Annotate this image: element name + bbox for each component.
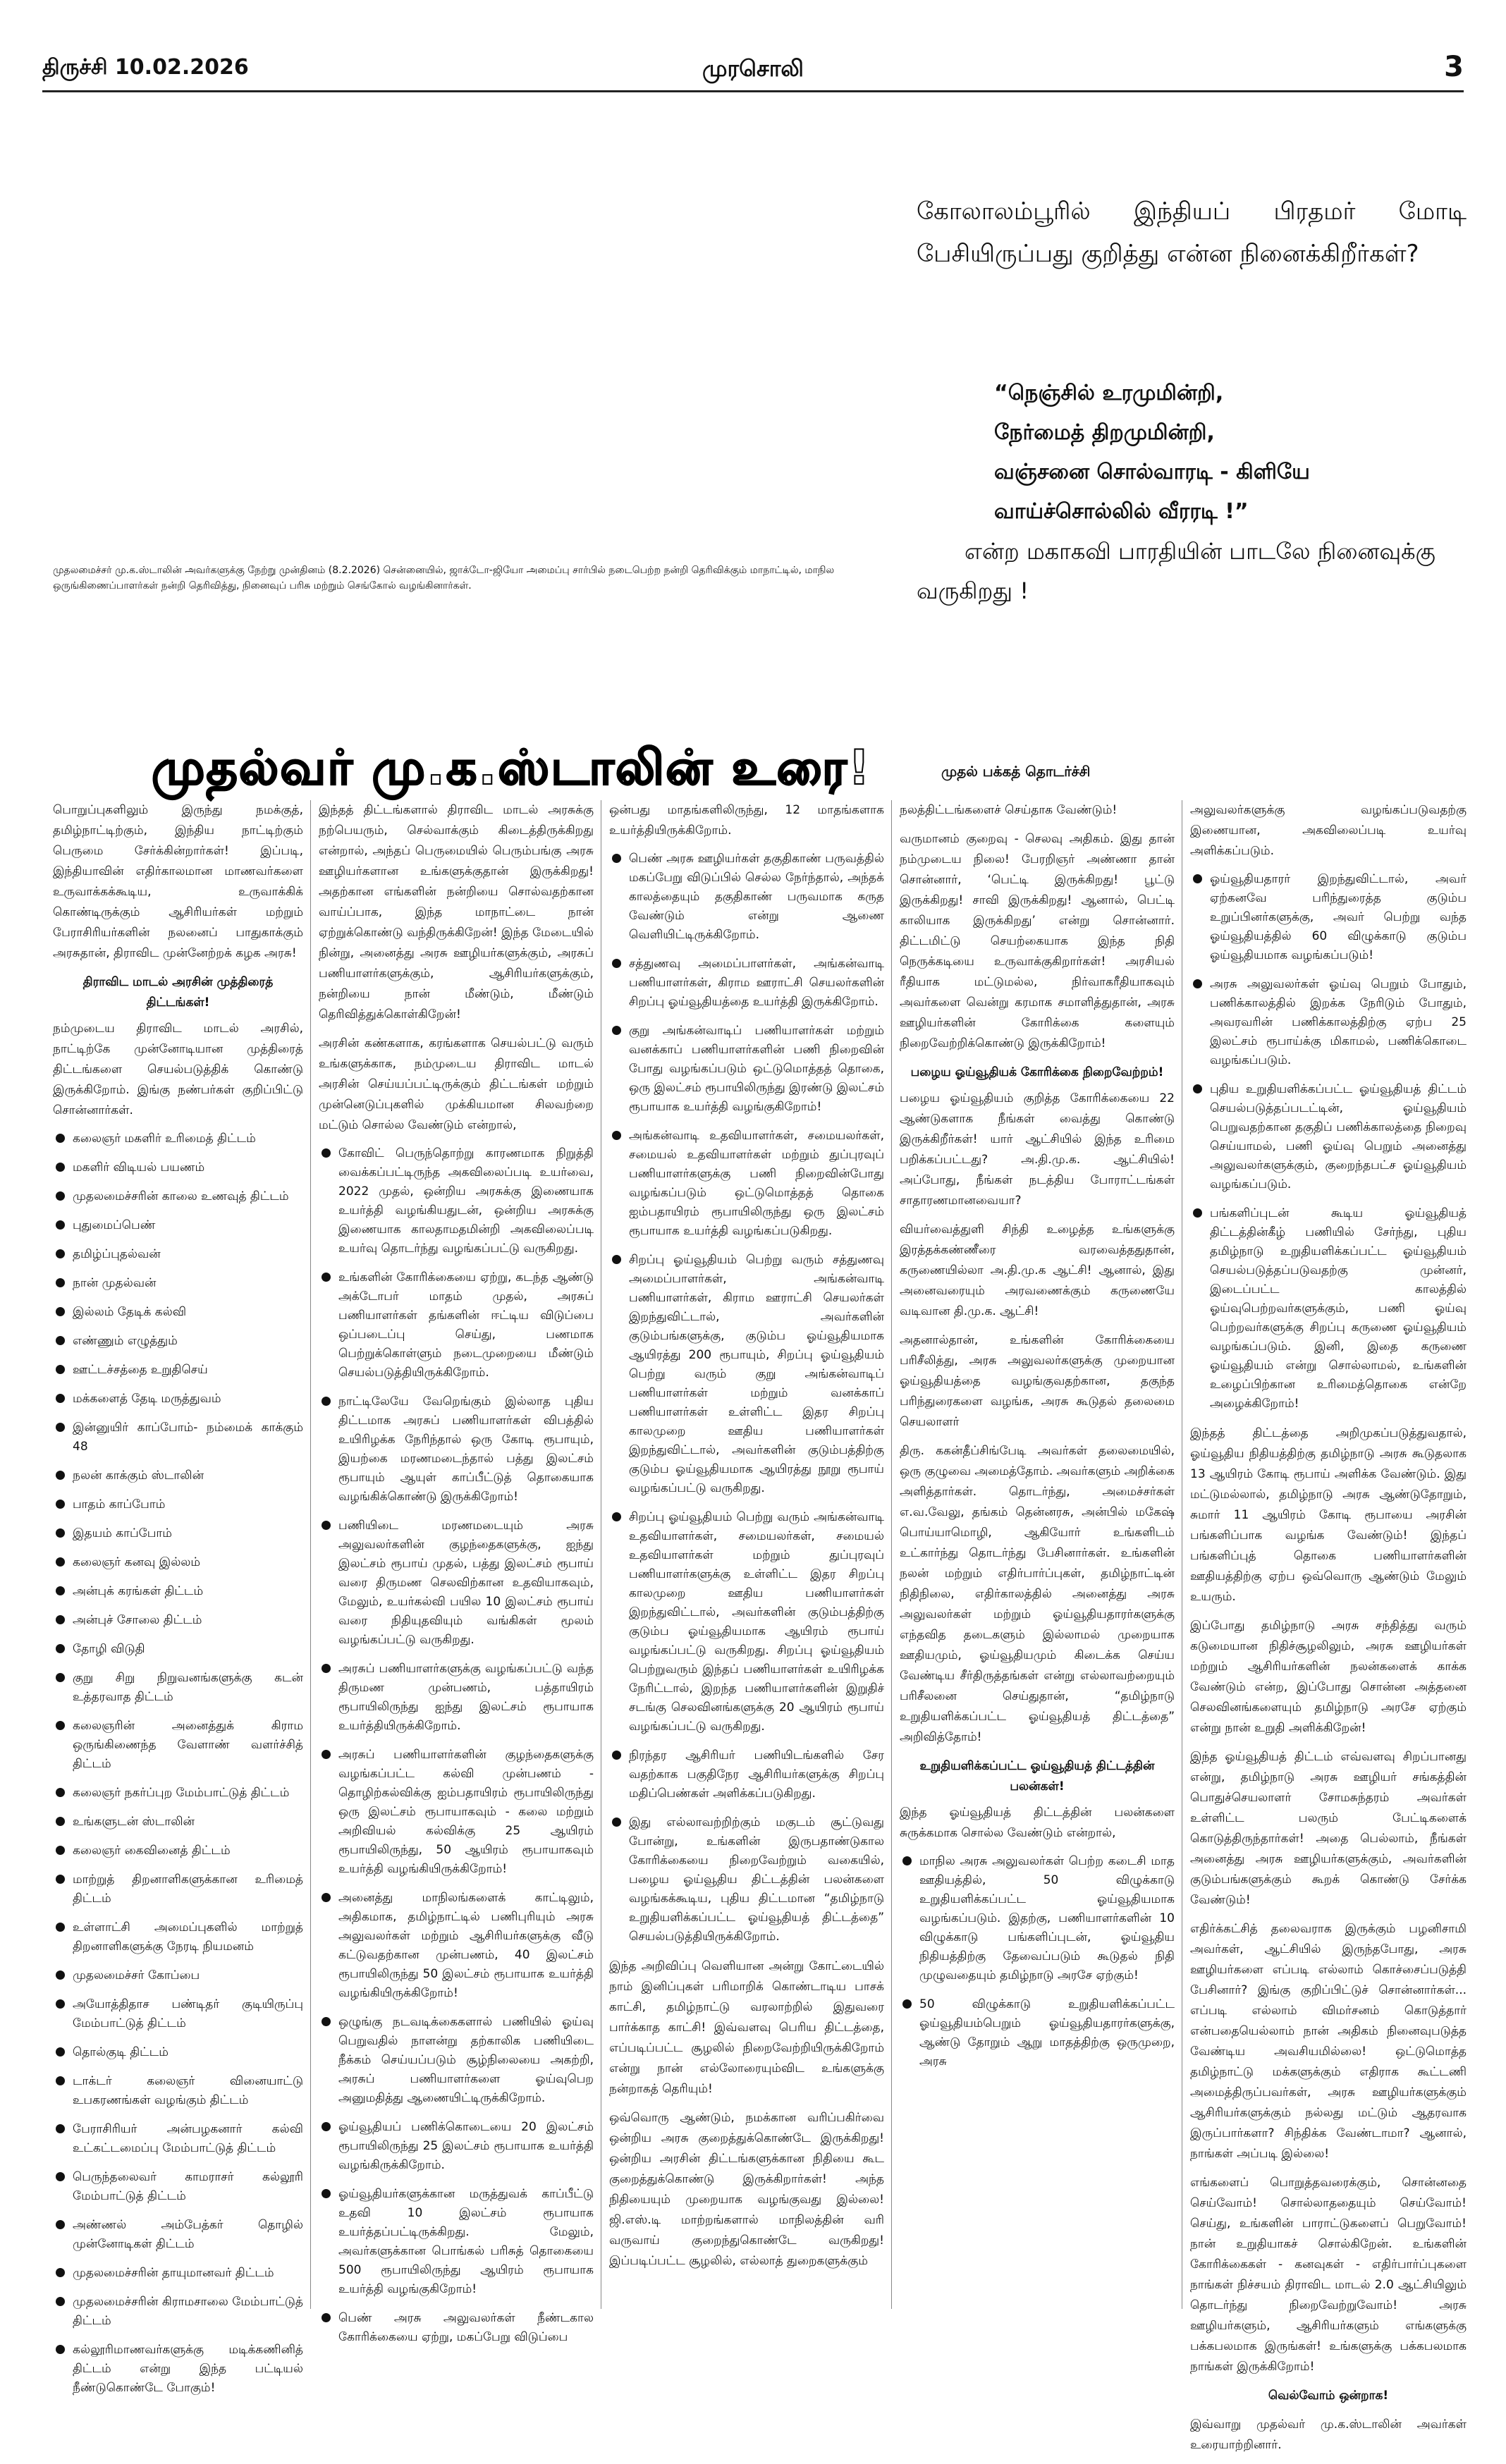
scheme-list-item: பெருந்தலைவர் காமராசர் கல்லூரி மேம்பாட்டுத் திட்டம் <box>53 2168 303 2206</box>
list-item: ஓய்வூதியதாரர் இறந்துவிட்டால், அவர் ஏற்கனவே பரிந்துரைத்த குடும்ப உறுப்பினர்களுக்கு, அவர் பெற்று வந்த ஓய்வூதியத்தில் 60 விழுக்காடு குடும்ப ஓய்வூதியமாக வழங்கப்படும்! <box>1190 870 1467 965</box>
scheme-list-item: மக்களைத் தேடி மருத்துவம் <box>53 1390 303 1409</box>
paragraph: அரசின் கண்களாக, கரங்களாக செயல்பட்டு வரும் உங்களுக்காக, நம்முடைய திராவிட மாடல் அரசின் செய்யப்பட்டிருக்கும் திட்டங்கள் மற்றும் முன்னெடுப்புகளில் முக்கியமான சிலவற்றை மட்டும் சொல்ல வேண்டும் என்றால், <box>319 1036 594 1132</box>
list-item: அரசுப் பணியாளர்களின் குழந்தைகளுக்கு வழங்கப்பட்ட கல்வி முன்பணம் - தொழிற்கல்விக்கு ஐம்பதாயிரம் ரூபாயிலிருந்து ஒரு இலட்சம் ரூபாயாகவும் - கலை மற்றும் அறிவியல் கல்விக்கு 25 ஆயிரம் ரூபாயிலிருந்து, 50 ஆயிரம் ரூபாயாகவும் உயர்த்தி வழங்கியிருக்கிறோம்! <box>319 1746 594 1879</box>
bullet-icon <box>1193 1208 1202 1218</box>
bullet-icon <box>56 1673 65 1682</box>
quote-line-6: வருகிறது ! <box>917 577 1029 604</box>
list-item: ஓய்வூதியர்களுக்கான மருத்துவக் காப்பீட்டு உதவி 10 இலட்சம் ரூபாயாக உயர்த்தப்பட்டிருக்கிறது. மேலும், அவர்களுக்கான பொங்கல் பரிசுத் தொகையை 500 ரூபாயிலிருந்து ஆயிரம் ரூபாயாக உயர்த்தி வழங்குகிறோம்! <box>319 2185 594 2299</box>
page-number: 3 <box>1444 51 1464 83</box>
bullet-icon <box>56 1923 65 1932</box>
scheme-list-item: மாற்றுத் திறனாளிகளுக்கான உரிமைத் திட்டம் <box>53 1870 303 1908</box>
scheme-list-item: கல்லூரிமாணவர்களுக்கு மடிக்கணினித் திட்டம் என்று இந்த பட்டியல் நீண்டுகொண்டே போகும்! <box>53 2341 303 2398</box>
bullet-icon <box>56 1365 65 1374</box>
list-item: நாட்டிலேயே வேறெங்கும் இல்லாத புதிய திட்டமாக அரசுப் பணியாளர்கள் விபத்தில் உயிரிழக்க நேரிந்தால் ஒரு கோடி ரூபாயும், இயற்கை மரணமடைந்தால் பத்து இலட்சம் ரூபாயும் ஆயுள் காப்பீட்டுத் தொகையாக வழங்கிக்கொண்டு இருக்கிறோம்! <box>319 1392 594 1507</box>
bullet-icon <box>322 1148 331 1158</box>
list-item: 50 விழுக்காடு உறுதியளிக்கப்பட்ட ஓய்வூதியம்பெறும் ஓய்வூதியதாரர்களுக்கு, ஆண்டு தோறும் ஆறு மாதத்திற்கு ஒருமுறை, அரசு <box>900 1995 1175 2071</box>
bullet-icon <box>56 2076 65 2085</box>
list-item: உங்களின் கோரிக்கையை ஏற்று, கடந்த ஆண்டு அக்டோபர் மாதம் முதல், அரசுப் பணியாளர்கள் தங்களின் ஈட்டிய விடுப்பை ஒப்படைப்பு செய்து, பணமாக பெற்றுக்கொள்ளும் நடைமுறையை மீண்டும் செயல்படுத்தியிருக்கிறோம். <box>319 1268 594 1383</box>
bullet-icon <box>56 1423 65 1432</box>
column-1 <box>53 800 303 2408</box>
question-text: கோலாலம்பூரில் இந்தியப் பிரதமர் மோடி பேசியிருப்பது குறித்து என்ன நினைக்கிறீர்கள்? <box>917 197 1467 268</box>
paragraph: பொறுப்புகளிலும் இருந்து நமக்குத், தமிழ்நாட்டிற்கும், இந்திய நாட்டிற்கும் பெருமை சேர்க்கின்றார்கள்! இப்படி, இந்தியாவின் எதிர்காலமான மாணவர்களை உருவாக்கக்கூடிய, உருவாக்கிக் கொண்டிருக்கும் ஆசிரியர்கள் மற்றும் பேராசிரியர்களின் நலனைப் பாதுகாக்கும் அரசுதான், திராவிட முன்னேற்றக் கழக அரசு! <box>53 803 303 960</box>
paragraph: இந்த அறிவிப்பு வெளியான அன்று கோட்டையில் நாம் இனிப்புகள் பரிமாறிக் கொண்டாடிய பாசக் காட்சி, தமிழ்நாட்டு வரலாற்றில் இதுவரை பார்க்காத காட்சி! இவ்வளவு பெரிய திட்டத்தை, எப்படிப்பட்ட சூழலில் நிறைவேற்றியிருக்கிறோம் என்று நான் எல்லோரையும்விட உங்களுக்கு நன்றாகத் தெரியும்! <box>609 1959 884 2096</box>
bullet-icon <box>56 1249 65 1258</box>
list-item: பெண் அரசு அலுவலர்கள் நீண்டகால கோரிக்கையை ஏற்று, மகப்பேறு விடுப்பை <box>319 2309 594 2347</box>
scheme-list-item: கலைஞர் கனவு இல்லம் <box>53 1553 303 1572</box>
paragraph: வியர்வைத்துளி சிந்தி உழைத்த உங்களுக்கு இரத்தக்கண்ணீரை வரவைத்ததுதான், கருணையில்லா அ.தி.மு.க ஆட்சி! ஆனால், இது அனைவரையும் அரவணைக்கும் கருணையே வடிவான தி.மு.க. ஆட்சி! <box>900 1222 1175 1318</box>
list-item: அரசு அலுவலர்கள் ஓய்வு பெறும் போதும், பணிக்காலத்தில் இறக்க நேரிடும் போதும், அவரவரின் பணிக்காலத்திற்கு ஏற்ப 25 இலட்சம் ரூபாய்க்கு மிகாமல், பணிக்கொடை வழங்கப்படும். <box>1190 975 1467 1070</box>
bullet-icon <box>612 1818 621 1827</box>
bullet-icon <box>322 1893 331 1902</box>
bullet-icon <box>902 1999 912 2009</box>
scheme-list-item: இன்னுயிர் காப்போம்- நம்மைக் காக்கும் 48 <box>53 1418 303 1457</box>
bharathi-quote <box>917 374 1467 611</box>
bullet-icon <box>322 1521 331 1530</box>
list-item: புதிய உறுதியளிக்கப்பட்ட ஓய்வூதியத் திட்டம் செயல்படுத்தப்படட்டின், ஓய்வூதியம் பெறுவதற்கான தகுதிப் பணிக்காலத்தை நிறைவு செய்யாமல், பணி ஓய்வு பெறும் அனைத்து அலுவலர்களுக்கும், குறைந்தபட்ச ஓய்வூதியம் வழங்கப்படும். <box>1190 1080 1467 1194</box>
list-item: கோவிட் பெருந்தொற்று காரணமாக நிறுத்தி வைக்கப்பட்டிருந்த அகவிலைப்படி உயர்வை, 2022 முதல், ஒன்றிய அரசுக்கு இணையாக உயர்த்தி வழங்கியதுடன், ஒன்றிய அரசுக்கு இணையாக காலதாமதமின்றி அகவிலைப்படி உயர்வு தொடர்ந்து வழங்கப்பட்டு வருகிறது. <box>319 1144 594 1258</box>
signoff: இவ்வாறு முதல்வர் மு.க.ஸ்டாலின் அவர்கள் உரையாற்றினார். <box>1190 2417 1467 2452</box>
scheme-list-item: மகளிர் விடியல் பயணம் <box>53 1158 303 1177</box>
bullet-icon <box>612 1512 621 1521</box>
bullet-icon <box>56 1788 65 1797</box>
paragraph: இந்த ஓய்வூதியத் திட்டம் எவ்வளவு சிறப்பானது என்று, தமிழ்நாடு அரசு ஊழியர் சங்கத்தின் பொதுச்செயலாளர் சோமசுந்தரம் அவர்கள் உள்ளிட்ட பலரும் பேட்டிகளைக் கொடுத்திருந்தார்கள்! அதை பெல்லாம், நீங்கள் அனைத்து அரசு ஊழியர்களுக்கும், அவர்களின் குடும்பங்களுக்கும் கூறக் கொண்டு சேர்க்க வேண்டும்! <box>1190 1750 1467 1907</box>
paragraph: ஒன்பது மாதங்களிலிருந்து, 12 மாதங்களாக உயர்த்தியிருக்கிறோம். <box>609 803 884 838</box>
list-item: சிறப்பு ஓய்வூதியம் பெற்று வரும் அங்கன்வாடி உதவியாளர்கள், சமையலர்கள், சமையல் உதவியாளர்கள் மற்றும் துப்புரவுப் பணியாளர்களுக்கு உள்ளிட்ட இதர சிறப்பு காலமுறை ஊதிய பணியாளர்கள் இறந்துவிட்டால், அவர்களின் குடும்பத்திற்கு குடும்ப ஓய்வூதியமாக ஆயிரம் ரூபாய் வழங்கப்பட்டு வருகிறது. சிறப்பு ஓய்வூதியம் பெற்றுவரும் இந்தப் பணியாளர்கள் உயிரிழக்க நேரிட்டால், இறந்த பணியாளர்களின் இறுதிச் சடங்கு செலவினங்களுக்கு 20 ஆயிரம் ரூபாய் வழங்கப்பட்டு வருகிறது. <box>609 1508 884 1736</box>
photo-caption: முதலமைச்சர் மு.க.ஸ்டாலின் அவர்களுக்கு நேற்று முன்தினம் (8.2.2026) சென்னையில், ஜாக்டோ-ஜியோ அமைப்பு சார்பில் நடைபெற்ற நன்றி தெரிவிக்கும் மாநாட்டில், மாநில ஒருங்கிணைப்பாளர்கள் நன்றி தெரிவித்து, நினைவுப் பரிசு மற்றும் செங்கோல் வழங்கினார்கள். <box>53 565 835 592</box>
list-item: சிறப்பு ஓய்வூதியம் பெற்று வரும் சத்துணவு அமைப்பாளர்கள், அங்கன்வாடி பணியாளர்கள், கிராம ஊராட்சி செயலர்கள் இறந்துவிட்டால், அவர்களின் குடும்பங்களுக்கு, குடும்ப ஓய்வூதியமாக ஆயிரத்து 200 ரூபாயும், சிறப்பு ஓய்வூதியம் பெற்று வரும் குறு அங்கன்வாடிப் பணியாளர்கள் மற்றும் வனக்காப் பணியாளர்கள் உள்ளிட்ட இதர சிறப்பு காலமுறை ஊதிய பணியாளர்கள் இறந்துவிட்டால், அவர்களின் குடும்பத்திற்கு குடும்ப ஓய்வூதியமாக ஆயிரத்து நூறு ரூபாய் வழங்கப்பட்டு வருகிறது. <box>609 1251 884 1498</box>
bullet-icon <box>56 2297 65 2306</box>
scheme-list-item: எண்ணும் எழுத்தும் <box>53 1332 303 1351</box>
list-item: அங்கன்வாடி உதவியாளர்கள், சமையலர்கள், சமையல் உதவியாளர்கள் மற்றும் துப்புரவுப் பணியாளர்களுக்கு பணி நிறைவின்போது வழங்கப்படும் ஒட்டுமொத்தத் தொகை ஐம்பதாயிரம் ரூபாயிலிருந்து ஒரு இலட்சம் ரூபாயாக உயர்த்தி வழங்கப்படுகிறது. <box>609 1127 884 1241</box>
bullet-icon <box>56 2172 65 2181</box>
scheme-list-item: குறு சிறு நிறுவனங்களுக்கு கடன் உத்தரவாத திட்டம் <box>53 1669 303 1707</box>
scheme-list-item: முதலமைச்சர் கோப்பை <box>53 1966 303 1985</box>
bullet-icon <box>322 2189 331 2198</box>
list-item: பங்களிப்புடன் கூடிய ஓய்வூதியத் திட்டத்தின்கீழ் பணியில் சேர்ந்து, புதிய தமிழ்நாடு உறுதியளிக்கப்பட்ட ஓய்வூதியம் செயல்படுத்தப்படுவதற்கு முன்னர், இடைப்பட்ட காலத்தில் ஓய்வுபெற்றவர்களுக்கும், பணி ஓய்வு பெற்றவர்களுக்கு சிறப்பு கருணை ஓய்வூதியம் வழங்கப்படும். இனி, இதை கருணை ஓய்வூதியம் என்று சொல்லாமல், உங்களின் உழைப்பிற்கான உரிமைத்தொகை என்றே அழைக்கிறோம்! <box>1190 1204 1467 1414</box>
date-line: திருச்சி 10.02.2026 <box>42 55 249 80</box>
column-3 <box>609 800 884 2280</box>
bullet-icon <box>1193 874 1202 883</box>
paragraph: வருமானம் குறைவு - செலவு அதிகம். இது தான் நம்முடைய நிலை! பேரறிஞர் அண்ணா தான் சொன்னார், ‘பெட்டி இருக்கிறது! பூட்டு இருக்கிறது! சாவி இருக்கிறது! ஆனால், பெட்டி காலியாக இருக்கிறது’ என்று சொன்னார். திட்டமிட்டு செயற்கையாக இந்த நிதி நெருக்கடியை உருவாக்குகிறார்கள்! அரசியல் ரீதியாக மட்டுமல்ல, நிர்வாகரீதியாகவும் அவர்களை வென்று கரமாக சமாளித்துதான், அரசு ஊழியர்களின் கோரிக்கை களையும் நிறைவேற்றிக்கொண்டு இருக்கிறோம்! <box>900 832 1175 1050</box>
bullet-icon <box>56 1394 65 1403</box>
bullet-icon <box>56 2345 65 2354</box>
paragraph: திரு. ககன்தீப்சிங்பேடி அவர்கள் தலைமையில், ஒரு குழுவை அமைத்தோம். அவர்களும் அறிக்கை அளித்தார்கள். தொடர்ந்து, அமைச்சர்கள் எ.வ.வேலு, தங்கம் தென்னரசு, அன்பில் மகேஷ் பொய்யாமொழி, ஆகியோர் உங்களிடம் உட்கார்ந்து தொடர்ந்து பேசினார்கள். உங்களின் நலன் மற்றும் எதிர்பார்ப்புகள், தமிழ்நாட்டின் நிதிநிலை, எதிர்காலத்தில் அனைத்து அரசு அலுவலர்கள் மற்றும் ஓய்வூதியதாரர்களுக்கு எந்தவித தடைகளும் இல்லாமல் முறையாக ஊதியமும், ஓய்வூதியமும் கிடைக்க செய்ய வேண்டிய சீர்திருத்தங்கள் என்று எல்லாவற்றையும் பரிசீலனை செய்துதான், “தமிழ்நாடு உறுதியளிக்கப்பட்ட ஓய்வூதியத் திட்டத்தை” அறிவித்தோம்! <box>900 1444 1175 1744</box>
paragraph: எங்களைப் பொறுத்தவரைக்கும், சொன்னதை செய்வோம்! சொல்லாததையும் செய்வோம்! செய்து, உங்களின் பாராட்டுகளைப் பெறுவோம்! நான் உறுதியாகச் சொல்கிறேன். உங்களின் கோரிக்கைகள் - கனவுகள் - எதிர்பார்ப்புகளை நாங்கள் நிச்சயம் திராவிட மாடல் 2.0 ஆட்சியிலும் தொடர்ந்து நிறைவேற்றுவோம்! அரசு ஊழியர்களும், ஆசிரியர்களும் எங்களுக்கு பக்கபலமாக இருங்கள்! உங்களுக்கு பக்கபலமாக நாங்கள் இருக்கிறோம்! <box>1190 2176 1467 2374</box>
bullet-icon <box>322 1397 331 1406</box>
bullet-icon <box>322 1664 331 1673</box>
scheme-list-item: நான் முதல்வன் <box>53 1274 303 1293</box>
column-divider <box>310 800 311 2309</box>
list-item: சத்துணவு அமைப்பாளர்கள், அங்கன்வாடி பணியாளர்கள், கிராம ஊராட்சி செயலர்களின் சிறப்பு ஓய்வூதியத்தை உயர்த்தி இருக்கிறோம். <box>609 955 884 1012</box>
scheme-list-item: கலைஞர் மகளிர் உரிமைத் திட்டம் <box>53 1129 303 1148</box>
bullet-icon <box>612 1131 621 1140</box>
bullet-icon <box>1193 1084 1202 1093</box>
bullet-icon <box>56 1875 65 1884</box>
bullet-icon <box>56 2268 65 2277</box>
paragraph: இந்தத் திட்டங்களால் திராவிட மாடல் அரசுக்கு நற்பெயரும், செல்வாக்கும் கிடைத்திருக்கிறது என்றால், அந்தப் பெருமையில் பெரும்பங்கு அரசு ஊழியர்களான உங்களுக்குதான் இருக்கிறது! அதற்கான எங்களின் நன்றியை சொல்வதற்கான வாய்ப்பாக, இந்த மாநாட்டை நான் ஏற்றுக்கொண்டு வந்திருக்கிறேன்! இந்த மேடையில் நின்று, அனைத்து அரசு ஊழியர்களுக்கும், அரசுப் பணியாளர்களுக்கும், ஆசிரியர்களுக்கும், நன்றியை நான் மீண்டும், மீண்டும் தெரிவித்துக்கொள்கிறேன்! <box>319 803 594 1022</box>
bullet-icon <box>612 959 621 968</box>
paragraph: நலத்திட்டங்களைச் செய்தாக வேண்டும்! <box>900 803 1118 817</box>
scheme-list-item: உள்ளாட்சி அமைப்புகளில் மாற்றுத் திறனாளிகளுக்கு நேரடி நியமனம் <box>53 1918 303 1956</box>
paragraph: இந்த ஓய்வூதியத் திட்டத்தின் பலன்களை சுருக்கமாக சொல்ல வேண்டும் என்றால், <box>900 1806 1175 1840</box>
page-header <box>42 51 1464 83</box>
scheme-list-item: முதலமைச்சரின் காலை உணவுத் திட்டம் <box>53 1187 303 1206</box>
bullet-icon <box>56 2047 65 2057</box>
paragraph: பழைய ஓய்வூதியம் குறித்த கோரிக்கையை 22 ஆண்டுகளாக நீங்கள் வைத்து கொண்டு இருக்கிறீர்கள்! யார் ஆட்சியில் இந்த உரிமை பறிக்கப்பட்டது? அ.தி.மு.க. ஆட்சியில்! அப்போது, நீங்கள் நடத்திய போராட்டங்கள் சாதாரணமானவையா? <box>900 1091 1175 1208</box>
bullet-icon <box>56 1999 65 2009</box>
subheading: உறுதியளிக்கப்பட்ட ஓய்வூதியத் திட்டத்தின் பலன்கள்! <box>919 1759 1155 1794</box>
header-rule <box>42 90 1464 92</box>
scheme-list-item: உங்களுடன் ஸ்டாலின் <box>53 1813 303 1832</box>
bullet-icon <box>56 2124 65 2133</box>
scheme-list-item: கலைஞர் நகர்ப்புற மேம்பாட்டுத் திட்டம் <box>53 1784 303 1803</box>
paragraph: நம்முடைய திராவிட மாடல் அரசில், நாட்டிற்கே முன்னோடியான முத்திரைத் திட்டங்களை செயல்படுத்திக் கொண்டு இருக்கிறோம். இங்கு நண்பர்கள் குறிப்பிட்டு சொன்னார்கள். <box>53 1022 303 1117</box>
bullet-icon <box>56 1528 65 1538</box>
list-item: இது எல்லாவற்றிற்கும் மகுடம் சூட்டுவது போன்று, உங்களின் இருபதாண்டுகால கோரிக்கையை நிறைவேற்றும் வகையில், பழைய ஓய்வூதிய திட்டத்தின் பலன்களை வழங்கக்கூடிய, புதிய திட்டமான “தமிழ்நாடு உறுதியளிக்கப்பட்ட ஓய்வூதியத் திட்டத்தை” செயல்படுத்தியிருக்கிறோம். <box>609 1813 884 1947</box>
scheme-list-item: நலன் காக்கும் ஸ்டாலின் <box>53 1466 303 1485</box>
bullet-icon <box>56 1134 65 1143</box>
paragraph: இப்போது தமிழ்நாடு அரசு சந்தித்து வரும் கடுமையான நிதிச்சூழலிலும், அரசு ஊழியர்கள் மற்றும் ஆசிரியர்களின் நலன்களைக் காக்க வேண்டும் என்ற, இப்போது சொன்ன அத்தனை செலவினங்களையும் தமிழ்நாடு அரசே ஏற்கும் என்று நான் உறுதி அளிக்கிறேன்! <box>1190 1619 1467 1735</box>
bullet-icon <box>322 2017 331 2026</box>
scheme-list-item: அயோத்திதாச பண்டிதர் குடியிருப்பு மேம்பாட்டுத் திட்டம் <box>53 1995 303 2033</box>
column-2 <box>319 800 594 2357</box>
article-headline: முதல்வர் மு.க.ஸ்டாலின் உரை! <box>152 740 871 796</box>
quote-line-5: என்ற மகாகவி பாரதியின் பாடலே நினைவுக்கு <box>965 538 1435 565</box>
bullet-icon <box>56 1817 65 1826</box>
bullet-icon <box>56 1500 65 1509</box>
subheading: பழைய ஓய்வூதியக் கோரிக்கை நிறைவேற்றம்! <box>910 1065 1164 1079</box>
scheme-list-item: இதயம் காப்போம் <box>53 1524 303 1543</box>
bullet-icon <box>56 1970 65 1980</box>
bullet-icon <box>322 2122 331 2131</box>
list-item: பணியிடை மரணமடையும் அரசு அலுவலர்களின் குழந்தைகளுக்கு, ஐந்து இலட்சம் ரூபாய் முதல், பத்து இலட்சம் ரூபாய் வரை திருமண செலவிற்கான உதவியாகவும், மேலும், உயர்கல்வி பயில 10 இலட்சம் ரூபாய் வரை நிதியுதவியும் வங்கிகள் மூலம் வழங்கப்பட்டு வருகிறது. <box>319 1516 594 1650</box>
list-item: அரசுப் பணியாளர்களுக்கு வழங்கப்பட்டு வந்த திருமண முன்பணம், பத்தாயிரம் ரூபாயிலிருந்து ஐந்து இலட்சம் ரூபாயாக உயர்த்தியிருக்கிறோம். <box>319 1660 594 1736</box>
quote-line-1: “நெஞ்சில் உரமுமின்றி, <box>994 381 1224 405</box>
scheme-list-item: கலைஞர் கைவினைத் திட்டம் <box>53 1841 303 1861</box>
scheme-list-item: இல்லம் தேடிக் கல்வி <box>53 1303 303 1322</box>
column-divider <box>891 800 892 2309</box>
scheme-list-item: பாதம் காப்போம் <box>53 1495 303 1514</box>
scheme-list-item: அண்ணல் அம்பேத்கர் தொழில் முன்னோடிகள் திட்டம் <box>53 2216 303 2254</box>
scheme-list-item: அன்புக் கரங்கள் திட்டம் <box>53 1582 303 1601</box>
bullet-icon <box>56 1278 65 1287</box>
bullet-icon <box>56 1557 65 1567</box>
list-item: குறு அங்கன்வாடிப் பணியாளர்கள் மற்றும் வனக்காப் பணியாளர்களின் பணி நிறைவின் போது வழங்கப்படும் ஒட்டுமொத்தத் தொகை, ஒரு இலட்சம் ரூபாயிலிருந்து இரண்டு இலட்சம் ரூபாயாக உயர்த்தி வழங்குகிறோம்! <box>609 1022 884 1117</box>
quote-line-3: வஞ்சனை சொல்வாரடி - கிளியே <box>994 460 1310 484</box>
scheme-list-item: அன்புச் சோலை திட்டம் <box>53 1611 303 1630</box>
bullet-icon <box>322 2313 331 2322</box>
scheme-list-item: தொல்குடி திட்டம் <box>53 2043 303 2062</box>
quote-line-2: நேர்மைத் திறமுமின்றி, <box>994 420 1215 445</box>
list-item: ஓய்வூதியப் பணிக்கொடையை 20 இலட்சம் ரூபாயிலிருந்து 25 இலட்சம் ரூபாயாக உயர்த்தி வழங்கிருக்கிறோம். <box>319 2118 594 2175</box>
column-4 <box>900 800 1175 2081</box>
bullet-icon <box>56 1307 65 1316</box>
column-5 <box>1190 800 1467 2464</box>
scheme-list-item: பேராசிரியர் அன்பழகனார் கல்வி உட்கட்டமைப்பு மேம்பாட்டுத் திட்டம் <box>53 2120 303 2158</box>
list-item: அனைத்து மாநிலங்களைக் காட்டிலும், அதிகமாக, தமிழ்நாட்டில் பணிபுரியும் அரசு அலுவலர்கள் மற்றும் ஆசிரியர்களுக்கு வீடு கட்டுவதற்கான முன்பணம், 40 இலட்சம் ரூபாயிலிருந்து 50 இலட்சம் ரூபாயாக உயர்த்தி வழங்கியிருக்கிறோம்! <box>319 1889 594 2003</box>
bullet-icon <box>56 1163 65 1172</box>
scheme-list-item: தோழி விடுதி <box>53 1640 303 1659</box>
bullet-icon <box>56 1471 65 1480</box>
bullet-icon <box>56 1846 65 1855</box>
bullet-icon <box>56 1644 65 1653</box>
bullet-icon <box>56 1615 65 1624</box>
bullet-icon <box>56 1191 65 1201</box>
scheme-list-item: முதலமைச்சரின் தாயுமானவர் திட்டம் <box>53 2264 303 2283</box>
paragraph: எதிர்க்கட்சித் தலைவராக இருக்கும் பழனிசாமி அவர்கள், ஆட்சியில் இருந்தபோது, அரசு ஊழியர்களை எப்படி எல்லாம் கொச்சைப்படுத்தி பேசினார்? இங்கு குறிப்பிட்டுச் சொன்னார்கள்... எப்படி எல்லாம் விமர்சனம் கொடுத்தார் என்பதையெல்லாம் நான் அதிகம் நினைவுபடுத்த வேண்டிய அவசியமில்லை! ஒட்டுமொத்த தமிழ்நாட்டு மக்களுக்கும் எதிராக கூட்டணி அமைத்திருப்பவர்கள், அரசு ஊழியர்களுக்கும் ஆசிரியர்களுக்கும் நல்லது மட்டும் ஆதரவாக இருப்பார்களா? சிந்திக்க வேண்டாமா? ஆனால், நாங்கள் அப்படி இல்லை! <box>1190 1922 1467 2161</box>
bullet-icon <box>56 1220 65 1230</box>
bullet-icon <box>1193 979 1202 988</box>
bullet-icon <box>322 1750 331 1759</box>
bullet-icon <box>612 1751 621 1760</box>
scheme-list-item: முதலமைச்சரின் கிராமசாலை மேம்பாட்டுத் திட்டம் <box>53 2293 303 2331</box>
scheme-list-item: டாக்டர் கலைஞர் வினையாட்டு உபகரணங்கள் வழங்கும் திட்டம் <box>53 2072 303 2110</box>
bullet-icon <box>612 1255 621 1264</box>
paragraph: அலுவலர்களுக்கு வழங்கப்படுவதற்கு இணையான, அகவிலைப்படி உயர்வு அளிக்கப்படும். <box>1190 803 1467 858</box>
bullet-icon <box>56 2220 65 2229</box>
list-item: ஒழுங்கு நடவடிக்கைகளால் பணியில் ஓய்வு பெறுவதில் நாளன்று தற்காலிக பணியிடை நீக்கம் செய்யப்படும் சூழ்நிலையை அகற்றி, அரசுப் பணியாளர்களை ஓய்வுபெற அனுமதித்து ஆணையிட்டிருக்கிறோம். <box>319 2013 594 2108</box>
bullet-icon <box>612 854 621 863</box>
quote-line-4: வாய்ச்சொல்லில் வீரரடி !” <box>994 499 1249 524</box>
subheading: திராவிட மாடல் அரசின் முத்திரைத் திட்டங்கள்! <box>82 975 274 1010</box>
paragraph: இந்தத் திட்டத்தை அறிமுகப்படுத்துவதால், ஓய்வூதிய நிதியத்திற்கு தமிழ்நாடு அரசு கூடுதலாக 13 ஆயிரம் கோடி ரூபாய் அளிக்க வேண்டும். இது மட்டுமல்லால், தமிழ்நாடு அரசு ஆண்டுதோறும், சுமார் 11 ஆயிரம் கோடி ரூபாயை அரசின் பங்களிப்பாக வழங்க வேண்டும்! இந்தப் பங்களிப்புத் தொகை பணியாளர்களின் ஊதியத்திற்கு ஏற்ப ஒவ்வொரு ஆண்டும் மேலும் உயரும். <box>1190 1426 1467 1604</box>
bullet-icon <box>612 1026 621 1035</box>
list-item: நிரந்தர ஆசிரியர் பணியிடங்களில் சேர வதற்காக பகுதிநேர ஆசிரியர்களுக்கு சிறப்பு மதிப்பெண்கள் அளிக்கப்படுகிறது. <box>609 1746 884 1803</box>
list-item: பெண் அரசு ஊழியர்கள் தகுதிகாண் பருவத்தில் மகப்பேறு விடுப்பில் செல்ல நேர்ந்தால், அந்தக் காலத்தையும் தகுதிகாண் பருவமாக கருத வேண்டும் என்று ஆணை வெளியிட்டிருக்கிறோம். <box>609 850 884 945</box>
scheme-list-item: ஊட்டச்சத்தை உறுதிசெய் <box>53 1361 303 1380</box>
newspaper-name: முரசொலி <box>702 55 804 82</box>
paragraph: ஒவ்வொரு ஆண்டும், நமக்கான வரிப்பகிர்வை ஒன்றிய அரசு குறைத்துக்கொண்டே இருக்கிறது! ஒன்றிய அரசின் திட்டங்களுக்கான நிதியை கூட குறைத்துக்கொண்டு இருக்கிறார்கள்! அந்த நிதியையும் முறையாக வழங்குவது இல்லை! ஜி.எஸ்.டி மாற்றங்களால் மாநிலத்தின் வரி வருவாய் குறைந்துகொண்டே வருகிறது! இப்படிப்பட்ட சூழலில், எல்லாத் துறைகளுக்கும் <box>609 2111 884 2268</box>
bullet-icon <box>902 1856 912 1865</box>
continuation-label: முதல் பக்கத் தொடர்ச்சி <box>941 763 1091 780</box>
scheme-list-item: கலைஞரின் அனைத்துக் கிராம ஒருங்கிணைந்த வேளாண் வளர்ச்சித் திட்டம் <box>53 1717 303 1774</box>
paragraph: அதனால்தான், உங்களின் கோரிக்கையை பரிசீலித்து, அரசு அலுவலர்களுக்கு முறையான ஓய்வூதியத்தை வழங்குவதற்கான, தகுந்த பரிந்துரைகளை வழங்க, அரசு கூடுதல் தலைமை செயலாளர் <box>900 1333 1175 1429</box>
scheme-list-item: புதுமைப்பெண் <box>53 1216 303 1235</box>
scheme-list-item: தமிழ்ப்புதல்வன் <box>53 1245 303 1264</box>
list-item: மாநில அரசு அலுவலர்கள் பெற்ற கடைசி மாத ஊதியத்தில், 50 விழுக்காடு உறுதியளிக்கப்பட்ட ஓய்வூதியமாக வழங்கப்படும். இதற்கு, பணியாளர்களின் 10 விழுக்காடு பங்களிப்புடன், ஓய்வூதிய நிதியத்திற்கு தேவைப்படும் கூடுதல் நிதி முழுவதையும் தமிழ்நாடு அரசே ஏற்கும்! <box>900 1852 1175 1985</box>
bullet-icon <box>56 1586 65 1595</box>
bullet-icon <box>322 1273 331 1282</box>
bullet-icon <box>56 1336 65 1345</box>
closing-line: வெல்வோம் ஒன்றாக! <box>1268 2389 1389 2403</box>
bullet-icon <box>56 1721 65 1730</box>
scheme-list <box>53 1129 303 2398</box>
